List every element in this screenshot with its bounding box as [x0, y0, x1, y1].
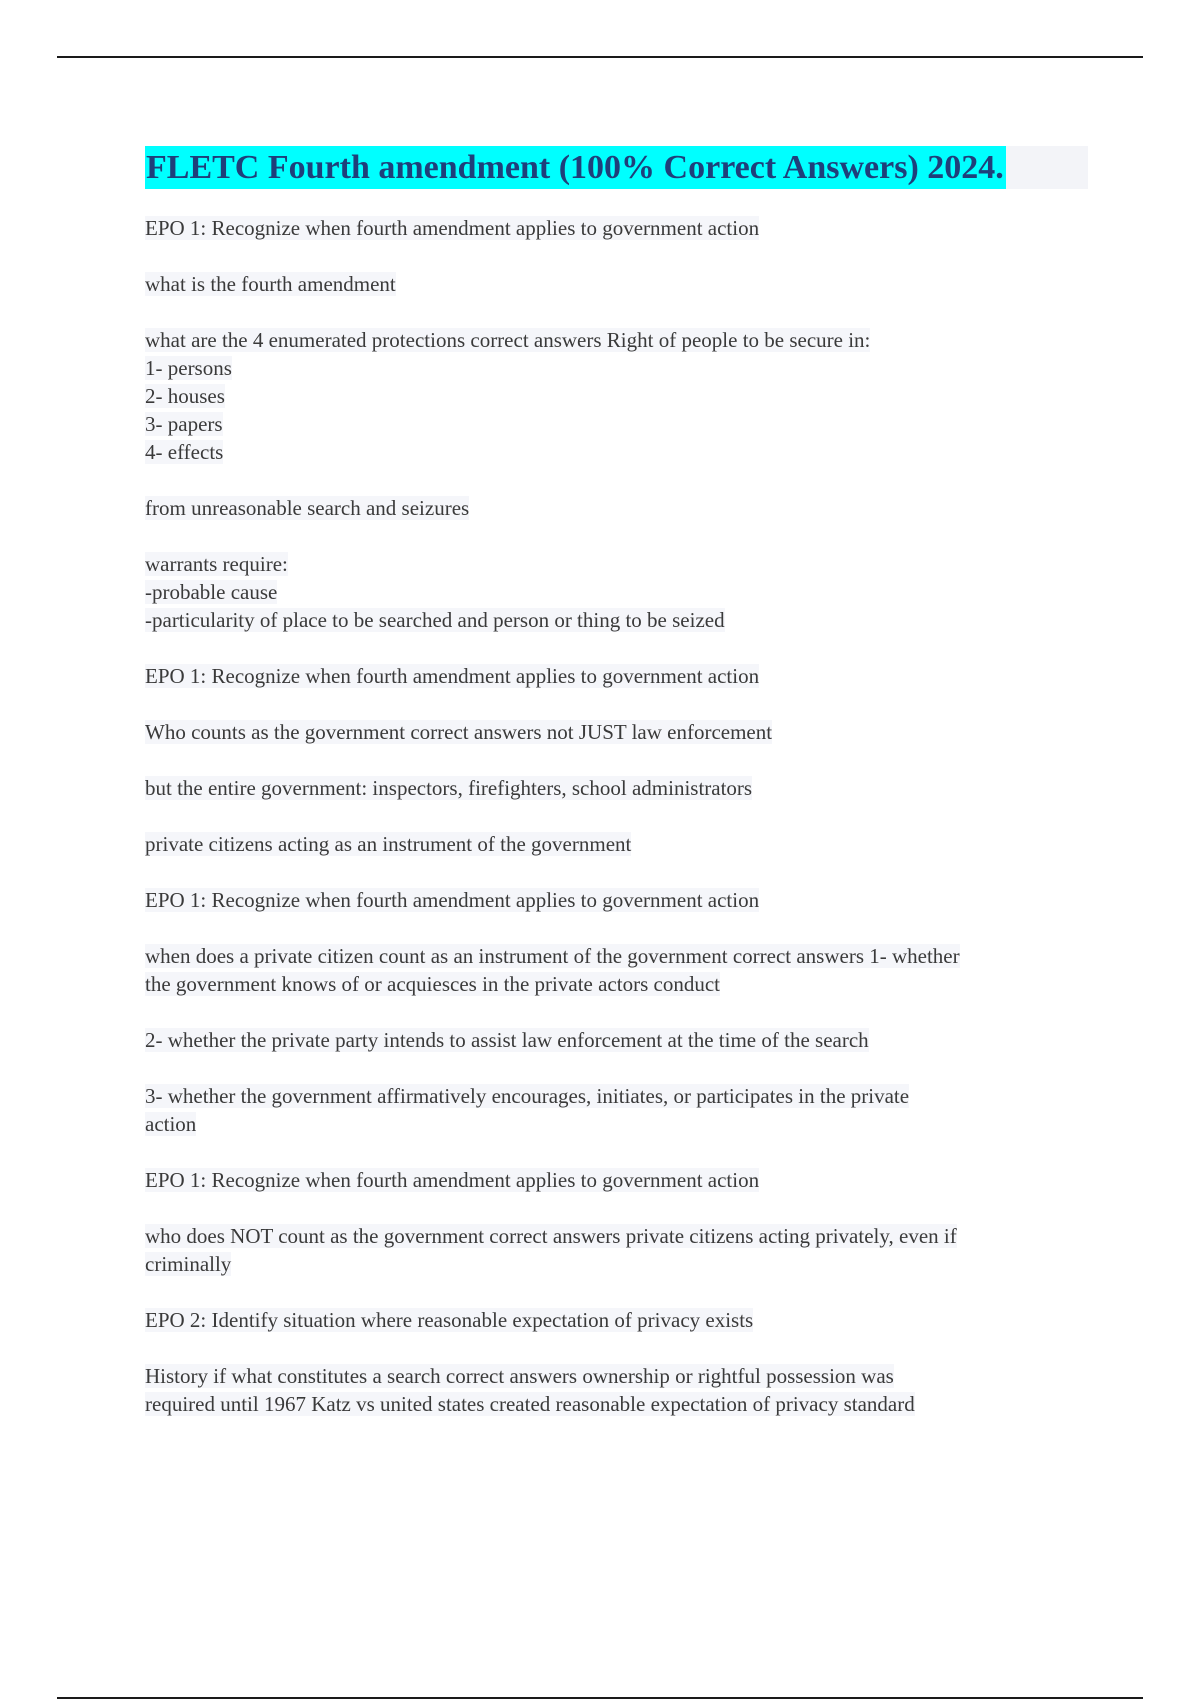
- list-item: 3- papers: [145, 412, 223, 436]
- paragraph-line: what are the 4 enumerated protections correct answers Right of people to be secure in:: [145, 328, 871, 352]
- paragraph: [145, 886, 1085, 914]
- list-item: -particularity of place to be searched and person or thing to be seized: [145, 608, 725, 632]
- paragraph: [145, 326, 1085, 466]
- paragraph: [145, 270, 1085, 298]
- document-title: FLETC Fourth amendment (100% Correct Answers) 2024.: [145, 146, 1006, 189]
- paragraph-line: the government knows of or acquiesces in the private actors conduct: [145, 972, 720, 996]
- paragraph: [145, 1306, 1085, 1334]
- list-item: 2- houses: [145, 384, 225, 408]
- paragraph-text: EPO 2: Identify situation where reasonable expectation of privacy exists: [145, 1308, 754, 1332]
- paragraph: [145, 1166, 1085, 1194]
- paragraph-text: EPO 1: Recognize when fourth amendment applies to government action: [145, 1168, 760, 1192]
- paragraph-text: EPO 1: Recognize when fourth amendment applies to government action: [145, 888, 760, 912]
- paragraph-line: required until 1967 Katz vs united states created reasonable expectation of privacy standard: [145, 1392, 915, 1416]
- paragraph-text: Who counts as the government correct answers not JUST law enforcement: [145, 720, 773, 744]
- paragraph-line: action: [145, 1112, 197, 1136]
- bottom-rule: [57, 1697, 1143, 1699]
- paragraph-line: who does NOT count as the government correct answers private citizens acting privately, even if: [145, 1224, 957, 1248]
- paragraph: [145, 1026, 1085, 1054]
- document-body: [145, 214, 1085, 1446]
- paragraph: [145, 1222, 1085, 1278]
- paragraph-line: warrants require:: [145, 552, 288, 576]
- list-item: 1- persons: [145, 356, 232, 380]
- list-item: -probable cause: [145, 580, 278, 604]
- paragraph: [145, 214, 1085, 242]
- paragraph: [145, 662, 1085, 690]
- paragraph-text: EPO 1: Recognize when fourth amendment applies to government action: [145, 216, 760, 240]
- top-rule: [57, 56, 1143, 58]
- paragraph-line: when does a private citizen count as an instrument of the government correct answers 1- whether: [145, 944, 960, 968]
- paragraph-text: 2- whether the private party intends to assist law enforcement at the time of the search: [145, 1028, 869, 1052]
- paragraph-line: History if what constitutes a search correct answers ownership or rightful possession was: [145, 1364, 894, 1388]
- paragraph: [145, 494, 1085, 522]
- paragraph: [145, 830, 1085, 858]
- paragraph-line: 3- whether the government affirmatively encourages, initiates, or participates in the private: [145, 1084, 910, 1108]
- paragraph-text: but the entire government: inspectors, firefighters, school administrators: [145, 776, 753, 800]
- paragraph: [145, 774, 1085, 802]
- list-item: 4- effects: [145, 440, 224, 464]
- paragraph-text: EPO 1: Recognize when fourth amendment applies to government action: [145, 664, 760, 688]
- paragraph: [145, 1362, 1085, 1418]
- paragraph: [145, 942, 1085, 998]
- paragraph-text: from unreasonable search and seizures: [145, 496, 470, 520]
- paragraph-text: what is the fourth amendment: [145, 272, 396, 296]
- paragraph-line: criminally: [145, 1252, 232, 1276]
- paragraph: [145, 718, 1085, 746]
- paragraph: [145, 1082, 1085, 1138]
- paragraph: [145, 550, 1085, 634]
- paragraph-text: private citizens acting as an instrument of the government: [145, 832, 632, 856]
